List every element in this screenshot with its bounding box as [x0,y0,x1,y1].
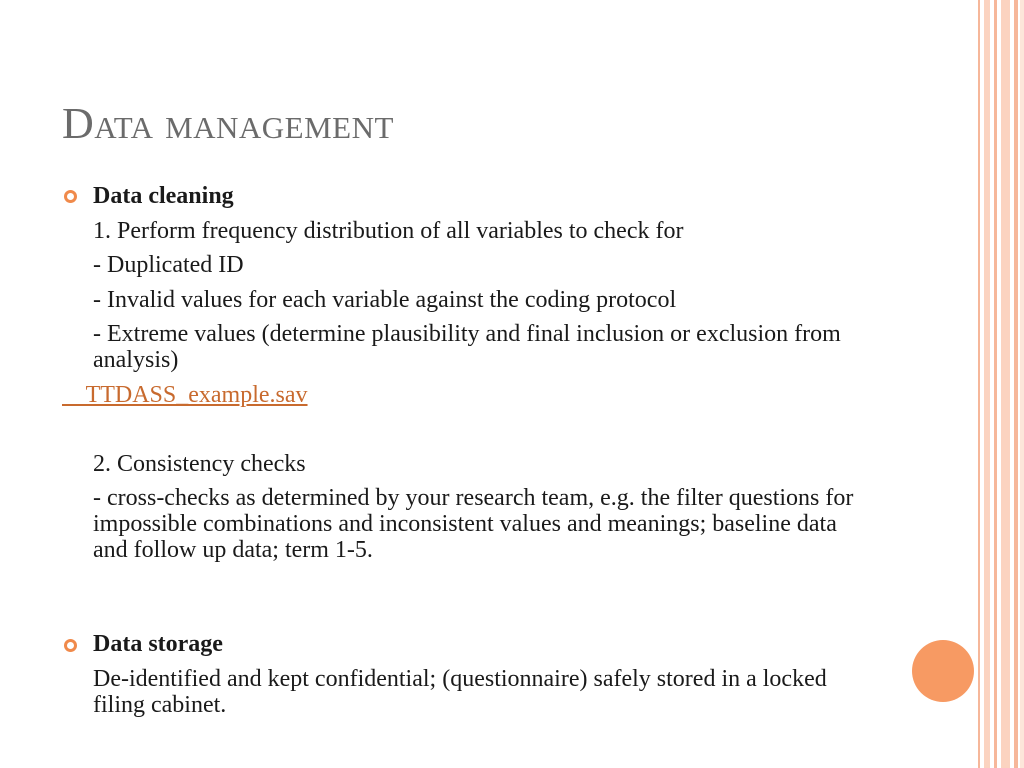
body-line: - Extreme values (determine plausibility and final inclusion or exclusion from analysis) [93,321,841,373]
decorative-stripe [984,0,990,768]
section-heading-data-storage: Data storage [93,631,223,657]
decorative-stripe [1001,0,1010,768]
body-line: - Invalid values for each variable against the coding protocol [93,287,677,313]
decorative-stripe [1014,0,1018,768]
decorative-stripe [994,0,997,768]
slide-title: Data management [62,99,394,148]
body-line: De-identified and kept confidential; (questionnaire) safely stored in a locked filing cabinet. [93,666,827,718]
section-heading-data-cleaning: Data cleaning [93,183,234,209]
decorative-circle [912,640,974,702]
body-line: - Duplicated ID [93,252,244,278]
body-line: 1. Perform frequency distribution of all variables to check for [93,218,684,244]
decorative-stripe [1020,0,1024,768]
bullet-icon [64,190,77,203]
body-line: - cross-checks as determined by your research team, e.g. the filter questions for impossible combinations and inconsistent values and meanings; baseline data and follow up data; term 1-5. [93,485,854,563]
bullet-icon [64,639,77,652]
file-link[interactable]: TTDASS_example.sav [62,382,308,408]
decorative-stripe [978,0,980,768]
body-line: 2. Consistency checks [93,451,306,477]
